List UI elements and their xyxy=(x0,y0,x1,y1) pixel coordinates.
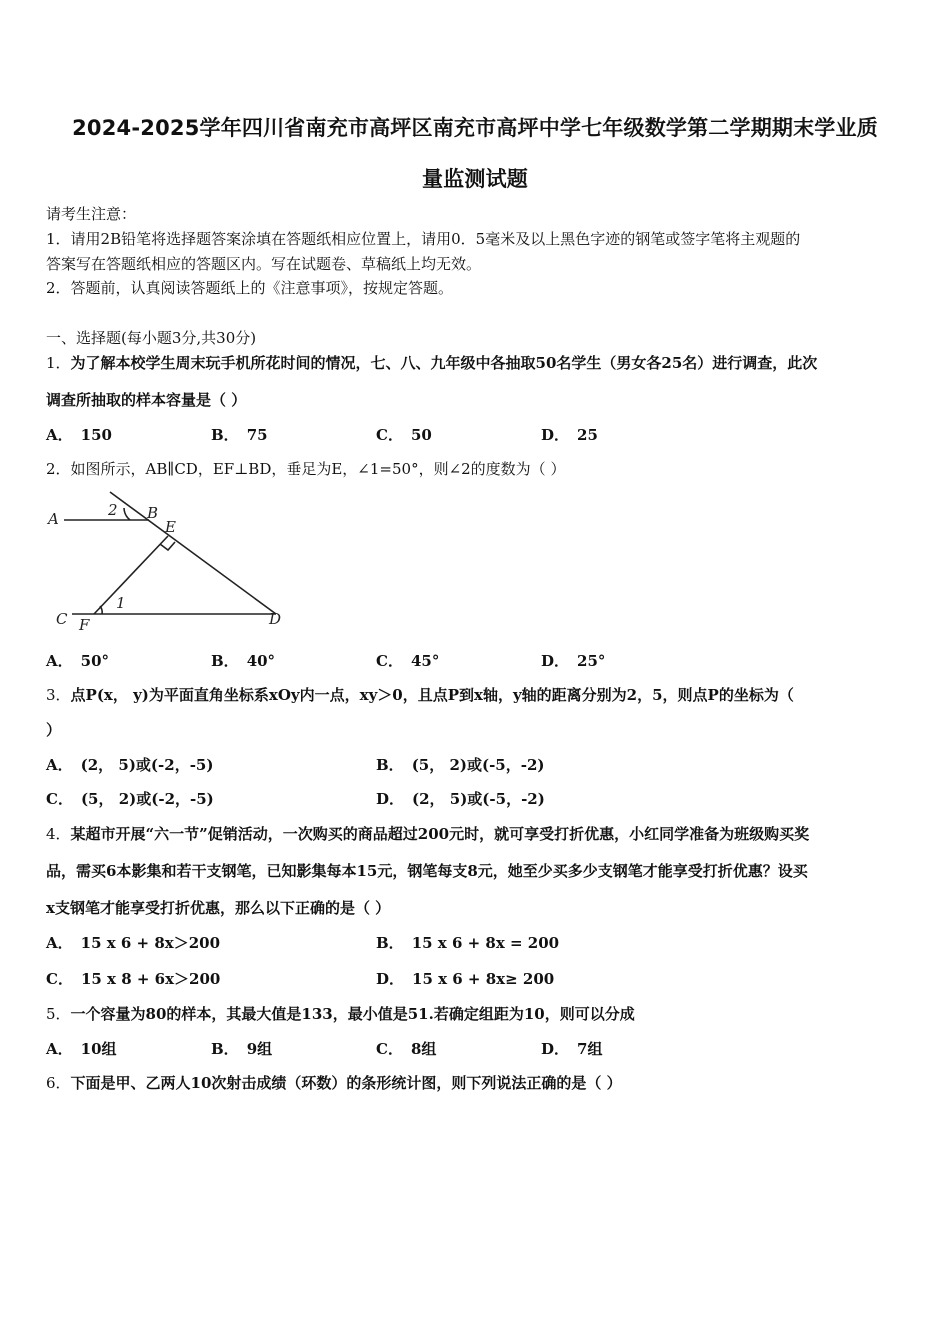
question-4-line3: x支钢笔才能享受打折优惠，那么以下正确的是（ ） xyxy=(46,899,391,917)
label-angle-1: 1 xyxy=(116,594,126,612)
q4-option-d[interactable]: D． 15 x 6 + 8x≥ 200 xyxy=(376,970,555,988)
question-number: 2． xyxy=(46,460,71,478)
question-number: 4． xyxy=(46,825,71,843)
section-heading: 一、选择题(每小题3分,共30分) xyxy=(46,329,257,347)
label-f: F xyxy=(79,616,90,634)
notice-item-1-line2: 答案写在答题纸相应的答题区内。写在试题卷、草稿纸上均无效。 xyxy=(46,255,482,273)
question-number: 5． xyxy=(46,1005,71,1023)
geometry-figure xyxy=(44,484,294,634)
notice-item-1-line1: 1．请用2B铅笔将选择题答案涂填在答题纸相应位置上，请用0．5毫米及以上黑色字迹的钢笔或签字笔将主观题的 xyxy=(46,230,801,248)
question-text: 一个容量为80的样本，其最大值是133，最小值是51.若确定组距为10，则可以分成 xyxy=(70,1005,635,1023)
q5-option-d[interactable]: D． 7组 xyxy=(541,1040,603,1058)
q2-option-a[interactable]: A． 50° xyxy=(46,652,110,670)
question-5-line1 xyxy=(46,1003,635,1024)
question-3-line2: ） xyxy=(46,721,62,739)
label-e: E xyxy=(165,518,176,536)
page-title-line1: 2024-2025学年四川省南充市高坪区南充市高坪中学七年级数学第二学期期末学业质 xyxy=(72,116,878,140)
q1-option-a[interactable]: A． 150 xyxy=(46,426,112,444)
line-bd xyxy=(110,492,276,614)
question-text: 某超市开展“六一节”促销活动，一次购买的商品超过200元时，就可享受打折优惠，小红同学准备为班级购买奖 xyxy=(70,825,810,843)
question-text: 为了解本校学生周末玩手机所花时间的情况，七、八、九年级中各抽取50名学生（男女各25名）进行调查，此次 xyxy=(70,354,818,372)
question-3-line1 xyxy=(46,684,794,705)
question-number: 1． xyxy=(46,354,71,372)
q5-option-c[interactable]: C． 8组 xyxy=(376,1040,437,1058)
label-c: C xyxy=(56,610,68,628)
question-6-line1 xyxy=(46,1072,622,1093)
q3-option-a[interactable]: A． (2， 5)或(-2，-5) xyxy=(46,756,214,774)
q3-option-b[interactable]: B． (5， 2)或(-5，-2) xyxy=(376,756,545,774)
question-text: 点P(x， y)为平面直角坐标系xOy内一点，xy＞0，且点P到x轴，y轴的距离分别为2，5，则点P的坐标为（ xyxy=(70,686,794,704)
q1-option-c[interactable]: C． 50 xyxy=(376,426,432,444)
question-2-line1 xyxy=(46,458,565,479)
q5-option-b[interactable]: B． 9组 xyxy=(211,1040,273,1058)
page-title-line2: 量监测试题 xyxy=(422,167,528,191)
q4-option-c[interactable]: C． 15 x 8 + 6x＞200 xyxy=(46,970,221,988)
q2-option-d[interactable]: D． 25° xyxy=(541,652,606,670)
label-angle-2: 2 xyxy=(108,501,118,519)
notice-heading: 请考生注意： xyxy=(46,205,137,223)
label-b: B xyxy=(147,504,159,522)
question-number: 6． xyxy=(46,1074,71,1092)
question-text: 下面是甲、乙两人10次射击成绩（环数）的条形统计图，则下列说法正确的是（ ） xyxy=(70,1074,622,1092)
label-d: D xyxy=(269,610,282,628)
question-4-line2: 品，需买6本影集和若干支钢笔，已知影集每本15元，钢笔每支8元，她至少买多少支钢笔才能享受打折优惠？设买 xyxy=(46,862,808,880)
q3-option-c[interactable]: C． (5， 2)或(-2，-5) xyxy=(46,790,214,808)
angle-1-arc xyxy=(100,606,102,614)
q4-option-b[interactable]: B． 15 x 6 + 8x = 200 xyxy=(376,934,560,952)
q1-option-d[interactable]: D． 25 xyxy=(541,426,598,444)
question-4-line1 xyxy=(46,823,809,844)
q5-option-a[interactable]: A． 10组 xyxy=(46,1040,117,1058)
question-text: 如图所示，AB∥CD，EF⊥BD，垂足为E，∠1=50°，则∠2的度数为（ ） xyxy=(70,460,566,478)
q3-option-d[interactable]: D． (2， 5)或(-5，-2) xyxy=(376,790,545,808)
question-1-line2: 调查所抽取的样本容量是（ ） xyxy=(46,391,247,409)
line-ef xyxy=(94,536,168,614)
question-number: 3． xyxy=(46,686,71,704)
question-1-line1 xyxy=(46,352,817,373)
q4-option-a[interactable]: A． 15 x 6 + 8x＞200 xyxy=(46,934,221,952)
q2-option-c[interactable]: C． 45° xyxy=(376,652,440,670)
q1-option-b[interactable]: B． 75 xyxy=(211,426,268,444)
notice-item-2: 2．答题前，认真阅读答题纸上的《注意事项》，按规定答题。 xyxy=(46,279,454,297)
label-a: A xyxy=(48,510,59,528)
q2-option-b[interactable]: B． 40° xyxy=(211,652,276,670)
angle-2-arc xyxy=(124,508,130,520)
